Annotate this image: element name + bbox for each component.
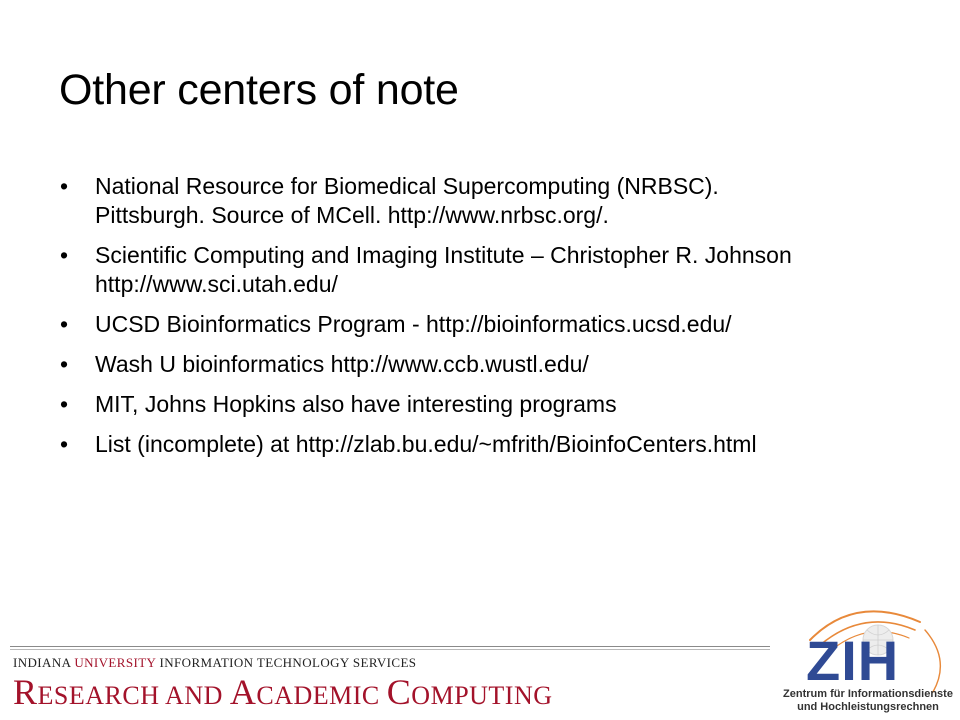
list-item: [60, 241, 920, 299]
list-item: [60, 172, 920, 230]
iu-logo-subtitle: [13, 655, 416, 671]
bullet-text: MIT, Johns Hopkins also have interesting programs: [95, 391, 617, 417]
iu-logo-wordmark: [13, 672, 553, 716]
bullet-icon: •: [60, 391, 69, 417]
slide-title: Other centers of note: [59, 66, 459, 114]
bullet-text: http://www.sci.utah.edu/: [95, 271, 338, 297]
zih-logo-caption-line: und Hochleistungsrechnen: [797, 701, 939, 713]
iu-logo-text: INFORMATION TECHNOLOGY SERVICES: [155, 655, 417, 670]
footer-divider: [10, 649, 770, 650]
iu-logo-text: ESEARCH AND: [37, 681, 230, 710]
zih-logo-word: ZIH: [806, 629, 900, 692]
orbit-arc-icon: [925, 630, 940, 692]
list-item: [60, 390, 920, 419]
bullet-text: Wash U bioinformatics http://www.ccb.wustl.edu/: [95, 351, 589, 377]
iu-logo-text: INDIANA: [13, 655, 75, 670]
bullet-icon: •: [60, 173, 69, 199]
bullet-icon: •: [60, 431, 69, 457]
bullet-text: List (incomplete) at http://zlab.bu.edu/~mfrith/BioinfoCenters.html: [95, 431, 757, 457]
bullet-text: National Resource for Biomedical Supercomputing (NRBSC).: [95, 173, 719, 199]
list-item: [60, 310, 920, 339]
zih-logo-caption: [780, 688, 956, 714]
zih-logo-caption-line: Zentrum für Informationsdienste: [783, 688, 953, 700]
bullet-icon: •: [60, 311, 69, 337]
iu-logo-text: CADEMIC: [256, 681, 387, 710]
bullet-list: [60, 172, 920, 470]
footer-divider: [10, 646, 770, 647]
iu-logo-text: A: [229, 672, 257, 712]
bullet-icon: •: [60, 351, 69, 377]
list-item: [60, 430, 920, 459]
bullet-text: Scientific Computing and Imaging Institute – Christopher R. Johnson: [95, 242, 792, 268]
iu-logo-text: C: [386, 672, 412, 712]
iu-logo-text: OMPUTING: [411, 681, 553, 710]
bullet-icon: •: [60, 242, 69, 268]
list-item: [60, 350, 920, 379]
iu-logo-text: UNIVERSITY: [74, 655, 156, 670]
iu-logo-text: R: [13, 672, 38, 712]
bullet-text: Pittsburgh. Source of MCell. http://www.nrbsc.org/.: [95, 202, 609, 228]
bullet-text: UCSD Bioinformatics Program - http://bioinformatics.ucsd.edu/: [95, 311, 732, 337]
